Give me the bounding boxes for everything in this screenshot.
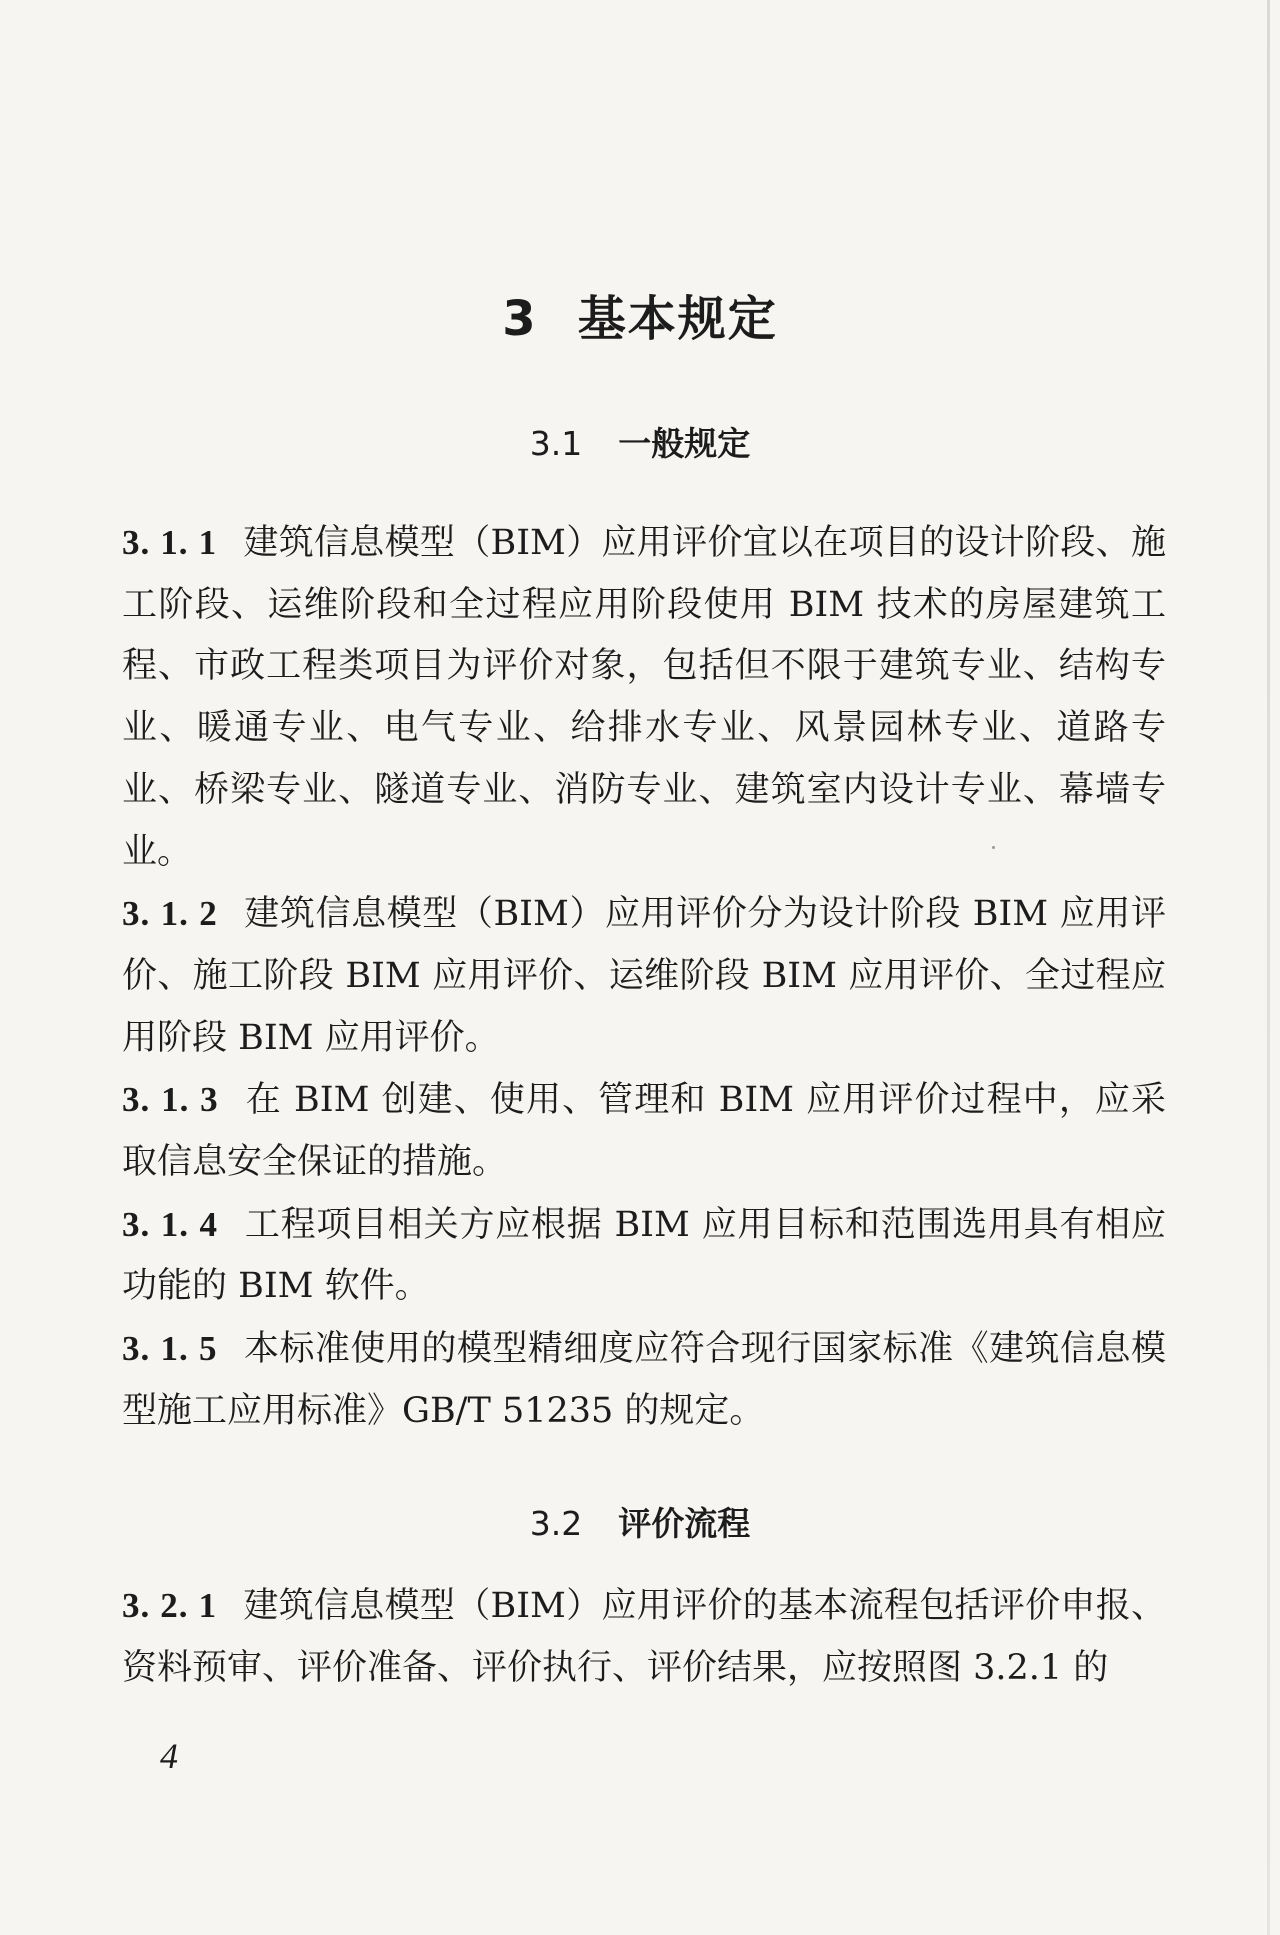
section-body <box>122 512 1166 1443</box>
chapter-number: 3 <box>502 291 538 347</box>
clause-text: 在 BIM 创建、使用、管理和 BIM 应用评价过程中，应采取信息安全保证的措施。 <box>122 1080 1166 1183</box>
clause-paragraph <box>122 1194 1166 1318</box>
section-number: 3.2 <box>529 1504 583 1543</box>
clause-text: 建筑信息模型（BIM）应用评价的基本流程包括评价申报、资料预审、评价准备、评价执行、评价结果，应按照图 3.2.1 的 <box>122 1586 1167 1688</box>
section-title <box>0 418 1280 465</box>
chapter-title-text: 基本规定 <box>577 291 778 347</box>
clause-paragraph <box>122 883 1166 1069</box>
clause-text: 建筑信息模型（BIM）应用评价分为设计阶段 BIM 应用评价、施工阶段 BIM 应用评价、运维阶段 BIM 应用评价、全过程应用阶段 BIM 应用评价。 <box>122 894 1167 1058</box>
clause-number: 3. 1. 1 <box>122 523 218 562</box>
clause-number: 3. 2. 1 <box>122 1586 218 1625</box>
chapter-title <box>0 280 1280 349</box>
clause-paragraph <box>122 1318 1166 1442</box>
clause-text: 本标准使用的模型精细度应符合现行国家标准《建筑信息模型施工应用标准》GB/T 51235 的规定。 <box>122 1329 1166 1431</box>
section-title <box>0 1498 1280 1545</box>
scan-speck <box>992 846 995 849</box>
section-title-text: 一般规定 <box>618 424 751 463</box>
clause-number: 3. 1. 5 <box>122 1329 218 1369</box>
clause-paragraph <box>122 1575 1166 1699</box>
page-edge-shadow <box>1267 0 1270 1935</box>
clause-paragraph <box>122 512 1166 883</box>
clause-number: 3. 1. 3 <box>122 1080 219 1120</box>
clause-number: 3. 1. 2 <box>122 894 218 934</box>
clause-text: 建筑信息模型（BIM）应用评价宜以在项目的设计阶段、施工阶段、运维阶段和全过程应用阶段使用 BIM 技术的房屋建筑工程、市政工程类项目为评价对象，包括但不限于建筑专业、结构专业、暖通专业、电气专业、给排水专业、风景园林专业、道路专业、桥梁专业、隧道专业、消防专业、建筑室内设计专业、幕墙专业。 <box>122 523 1167 872</box>
section-body <box>122 1575 1166 1699</box>
clause-text: 工程项目相关方应根据 BIM 应用目标和范围选用具有相应功能的 BIM 软件。 <box>122 1204 1166 1307</box>
clause-number: 3. 1. 4 <box>122 1204 219 1244</box>
page-number: 4 <box>160 1736 178 1776</box>
section-title-text: 评价流程 <box>618 1504 751 1543</box>
clause-paragraph <box>122 1069 1166 1193</box>
section-number: 3.1 <box>529 424 583 463</box>
